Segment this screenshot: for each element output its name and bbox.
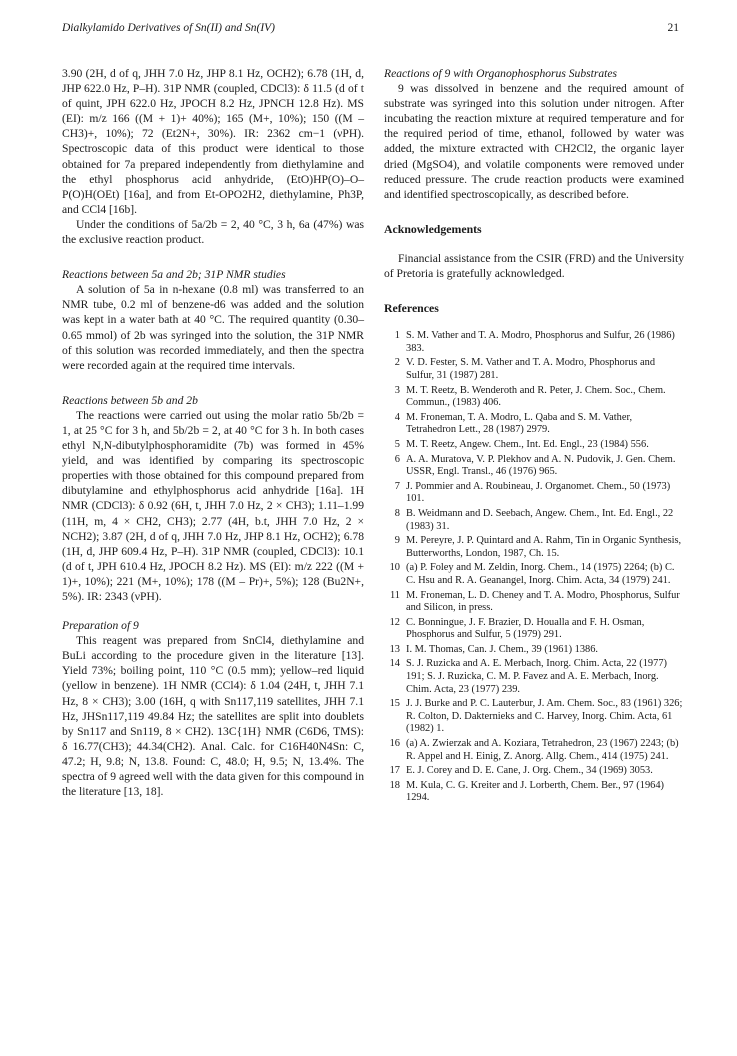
reference-number: 11	[389, 589, 400, 601]
heading-reactions-5a-2b: Reactions between 5a and 2b; 31P NMR studies	[62, 268, 286, 282]
reference-list	[384, 330, 684, 805]
reference-number: 4	[394, 411, 400, 423]
reference-number: 7	[394, 480, 400, 492]
paragraph-acknowledgements: Financial assistance from the CSIR (FRD) and the University of Pretoria is gratefully acknowledged.	[384, 251, 684, 281]
reference-number: 16	[389, 738, 400, 750]
paragraph-reactions-5a-2b: A solution of 5a in n-hexane (0.8 ml) was transferred to an NMR tube, 0.2 ml of benzene-d6 was added and the solution was kept in a water bath at 40 °C. The required quantity (0.30–0.65 mmol) of 2b was syringed into the solution, the 31P NMR of this solution was recorded immediately, and then the spectra were recorded again at the required time intervals.	[62, 283, 364, 372]
paragraph-preparation-9: This reagent was prepared from SnCl4, diethylamine and BuLi according to the procedure given in the literature [13]. Yield 73%; boiling point, 110 °C (0.5 mm); yellow–red liquid (yellow in benzene). 1H NMR (CCl4): δ 1.04 (24H, t, JHH 7.1 Hz, 8 × CH3); 3.00 (16H, q with Sn117,119 satellites, JHH 7.1 Hz, JHSn117,119 49.84 Hz; the satellites are split into doublets by Sn117 and Sn119, 8 × CH2). 13C{1H} NMR (C6D6, TMS): δ 16.77(CH3); 44.34(CH2). Anal. Calc. for C16H40N4Sn: C, 47.2; H, 9.8; N, 13.8. Found: C, 48.0; H, 9.5; N, 13.4%. The spectra of 9 agreed well with the data given for this compound in the literature [13, 18].	[62, 634, 364, 799]
reference-number: 18	[389, 779, 400, 791]
reference-item	[384, 412, 684, 437]
right-column	[384, 66, 684, 807]
reference-item	[384, 385, 684, 410]
heading-preparation-9: Preparation of 9	[62, 619, 139, 633]
reference-text: (a) A. Zwierzak and A. Koziara, Tetrahedron, 23 (1967) 2243; (b) R. Appel and H. Einig, Z. Anorg. Allg. Chem., 414 (1975) 241.	[406, 738, 679, 762]
reference-number: 13	[389, 643, 400, 655]
paragraph-reactions-9: 9 was dissolved in benzene and the required amount of substrate was syringed into this solution under nitrogen. After incubating the reaction mixture at required temperature and for the required period of time, ethanol, followed by water was added, the mixture extracted with CH2Cl2, the organic layer dried (MgSO4), and volatile components were removed under reduced pressure. The crude reaction products were examined and identified spectroscopically, as described before.	[384, 82, 684, 201]
reference-text: V. D. Fester, S. M. Vather and T. A. Modro, Phosphorus and Sulfur, 31 (1987) 281.	[406, 357, 656, 381]
reference-number: 10	[389, 562, 400, 574]
reference-text: B. Weidmann and D. Seebach, Angew. Chem., Int. Ed. Engl., 22 (1983) 31.	[406, 507, 674, 532]
reference-number: 14	[389, 658, 400, 670]
reference-number: 1	[394, 330, 400, 342]
reference-item	[384, 765, 684, 778]
paragraph-7a-spectra: 3.90 (2H, d of q, JHH 7.0 Hz, JHP 8.1 Hz, OCH2); 6.78 (1H, d, JHP 622.0 Hz, P–H). 31P NMR (coupled, CDCl3): δ 11.5 (d of t of quint, JPH 622.0 Hz, JPOCH 8.2 Hz, JPNCH 12.8 Hz). MS (EI): m/z 166 ((M + 1)+ 40%); 165 (M+, 10%); 150 ((M – CH3)+, 10%); 72 (Et2N+, 30%). IR: 2362 cm−1 (νPH). Spectroscopic data of this product were identical to those obtained for 7a prepared independently from diethylamine and the ethyl phosphorus acid anhydride, (EtO)HP(O)–O–P(O)H(OEt) [16a], and from Et-OPO2H2, diethylamine, Ph3P, and CCl4 [16b].	[62, 67, 364, 216]
reference-number: 12	[389, 616, 400, 628]
reference-item	[384, 617, 684, 642]
reference-text: C. Bonningue, J. F. Brazier, D. Houalla and F. H. Osman, Phosphorus and Sulfur, 5 (1979) 291.	[406, 616, 645, 641]
reference-text: M. Froneman, T. A. Modro, L. Qaba and S. M. Vather, Tetrahedron Lett., 28 (1987) 2979.	[406, 411, 633, 436]
reference-text: M. Pereyre, J. P. Quintard and A. Rahm, Tin in Organic Synthesis, Butterworths, London, 1987, Ch. 15.	[406, 535, 682, 559]
running-title: Dialkylamido Derivatives of Sn(II) and Sn(IV)	[62, 22, 276, 34]
reference-text: S. J. Ruzicka and A. E. Merbach, Inorg. Chim. Acta, 22 (1977) 191; S. J. Ruzicka, C. M. P. Favez and A. E. Merbach, Inorg. Chim. Acta, 23 (1977) 239.	[406, 658, 667, 695]
reference-text: I. M. Thomas, Can. J. Chem., 39 (1961) 1386.	[406, 643, 599, 655]
reference-item	[384, 644, 684, 657]
reference-number: 3	[394, 384, 400, 396]
reference-number: 9	[394, 535, 400, 547]
reference-item	[384, 508, 684, 533]
paragraph-reactions-5b-2b: The reactions were carried out using the molar ratio 5b/2b = 1, at 25 °C for 3 h, and 5b/2b = 2, at 40 °C for 3 h. In both cases ethyl N,N-dibutylphosphoramidite (7b) was formed in 45% yield, and was identified by comparing its spectroscopic properties with those obtained for this compound prepared from dibutylamine and ethylphosphorus acid anhydride [16a]. 1H NMR (CDCl3): δ 0.92 (6H, t, JHH 7.0 Hz, 2 × CH3); 1.11–1.99 (11H, m, 4 × CH2, CH3); 2.77 (4H, b.t, JHH 7.0 Hz, 2 × NCH2); 3.87 (2H, d of q, JHH 7.0 Hz, JHP 8.1 Hz, OCH2); 6.78 (1H, d, JHP 609.4 Hz, P–H). 31P NMR (coupled, CDCl3): 10.1 (d of t, JPH 610.4 Hz, JPOCH 8.2 Hz). MS (EI): m/z 222 ((M + 1)+, 10%); 221 (M+, 10%); 178 ((M – Pr)+, 5%); 128 (Bu2N+, 5%). IR: 2343 (νPH).	[62, 408, 364, 603]
heading-reactions-5b-2b: Reactions between 5b and 2b	[62, 393, 198, 407]
reference-item	[384, 780, 684, 805]
reference-text: (a) P. Foley and M. Zeldin, Inorg. Chem., 14 (1975) 2264; (b) C. C. Hsu and R. A. Geanangel, Inorg. Chim. Acta, 34 (1979) 241.	[406, 562, 675, 586]
reference-item	[384, 454, 684, 479]
reference-number: 2	[394, 357, 400, 369]
reference-number: 8	[394, 507, 400, 519]
reference-text: J. J. Burke and P. C. Lauterbur, J. Am. Chem. Soc., 83 (1961) 326; R. Colton, D. Dakternieks and C. Harvey, Inorg. Chim. Acta, 61 (1982) 1.	[406, 698, 683, 735]
reference-item	[384, 562, 684, 587]
reference-number: 17	[389, 765, 400, 777]
heading-acknowledgements: Acknowledgements	[384, 221, 482, 236]
reference-number: 15	[389, 698, 400, 710]
reference-text: M. Froneman, L. D. Cheney and T. A. Modro, Phosphorus, Sulfur and Silicon, in press.	[406, 589, 680, 614]
reference-number: 5	[394, 438, 400, 450]
reference-item	[384, 658, 684, 696]
reference-text: M. T. Reetz, Angew. Chem., Int. Ed. Engl., 23 (1984) 556.	[406, 438, 649, 450]
reference-text: A. A. Muratova, V. P. Plekhov and A. N. Pudovik, J. Gen. Chem. USSR, Engl. Transl., 46 (1976) 965.	[406, 453, 676, 478]
page-number: 21	[667, 22, 679, 34]
reference-item	[384, 330, 684, 355]
reference-text: E. J. Corey and D. E. Cane, J. Org. Chem., 34 (1969) 3053.	[406, 765, 653, 777]
left-column	[62, 66, 364, 799]
paragraph-conditions-5a-2b: Under the conditions of 5a/2b = 2, 40 °C, 3 h, 6a (47%) was the exclusive reaction product.	[62, 217, 364, 247]
reference-item	[384, 698, 684, 736]
reference-item	[384, 439, 684, 452]
reference-item	[384, 481, 684, 506]
heading-reactions-9: Reactions of 9 with Organophosphorus Substrates	[384, 67, 618, 80]
reference-item	[384, 590, 684, 615]
reference-text: M. T. Reetz, B. Wenderoth and R. Peter, J. Chem. Soc., Chem. Commun., (1983) 406.	[406, 384, 666, 409]
reference-number: 6	[394, 453, 400, 465]
reference-text: M. Kula, C. G. Kreiter and J. Lorberth, Chem. Ber., 97 (1964) 1294.	[406, 779, 664, 804]
heading-references: References	[384, 301, 439, 316]
reference-item	[384, 738, 684, 763]
reference-item	[384, 357, 684, 382]
reference-text: J. Pommier and A. Roubineau, J. Organomet. Chem., 50 (1973) 101.	[406, 480, 671, 505]
reference-text: S. M. Vather and T. A. Modro, Phosphorus and Sulfur, 26 (1986) 383.	[406, 330, 675, 354]
reference-item	[384, 535, 684, 560]
